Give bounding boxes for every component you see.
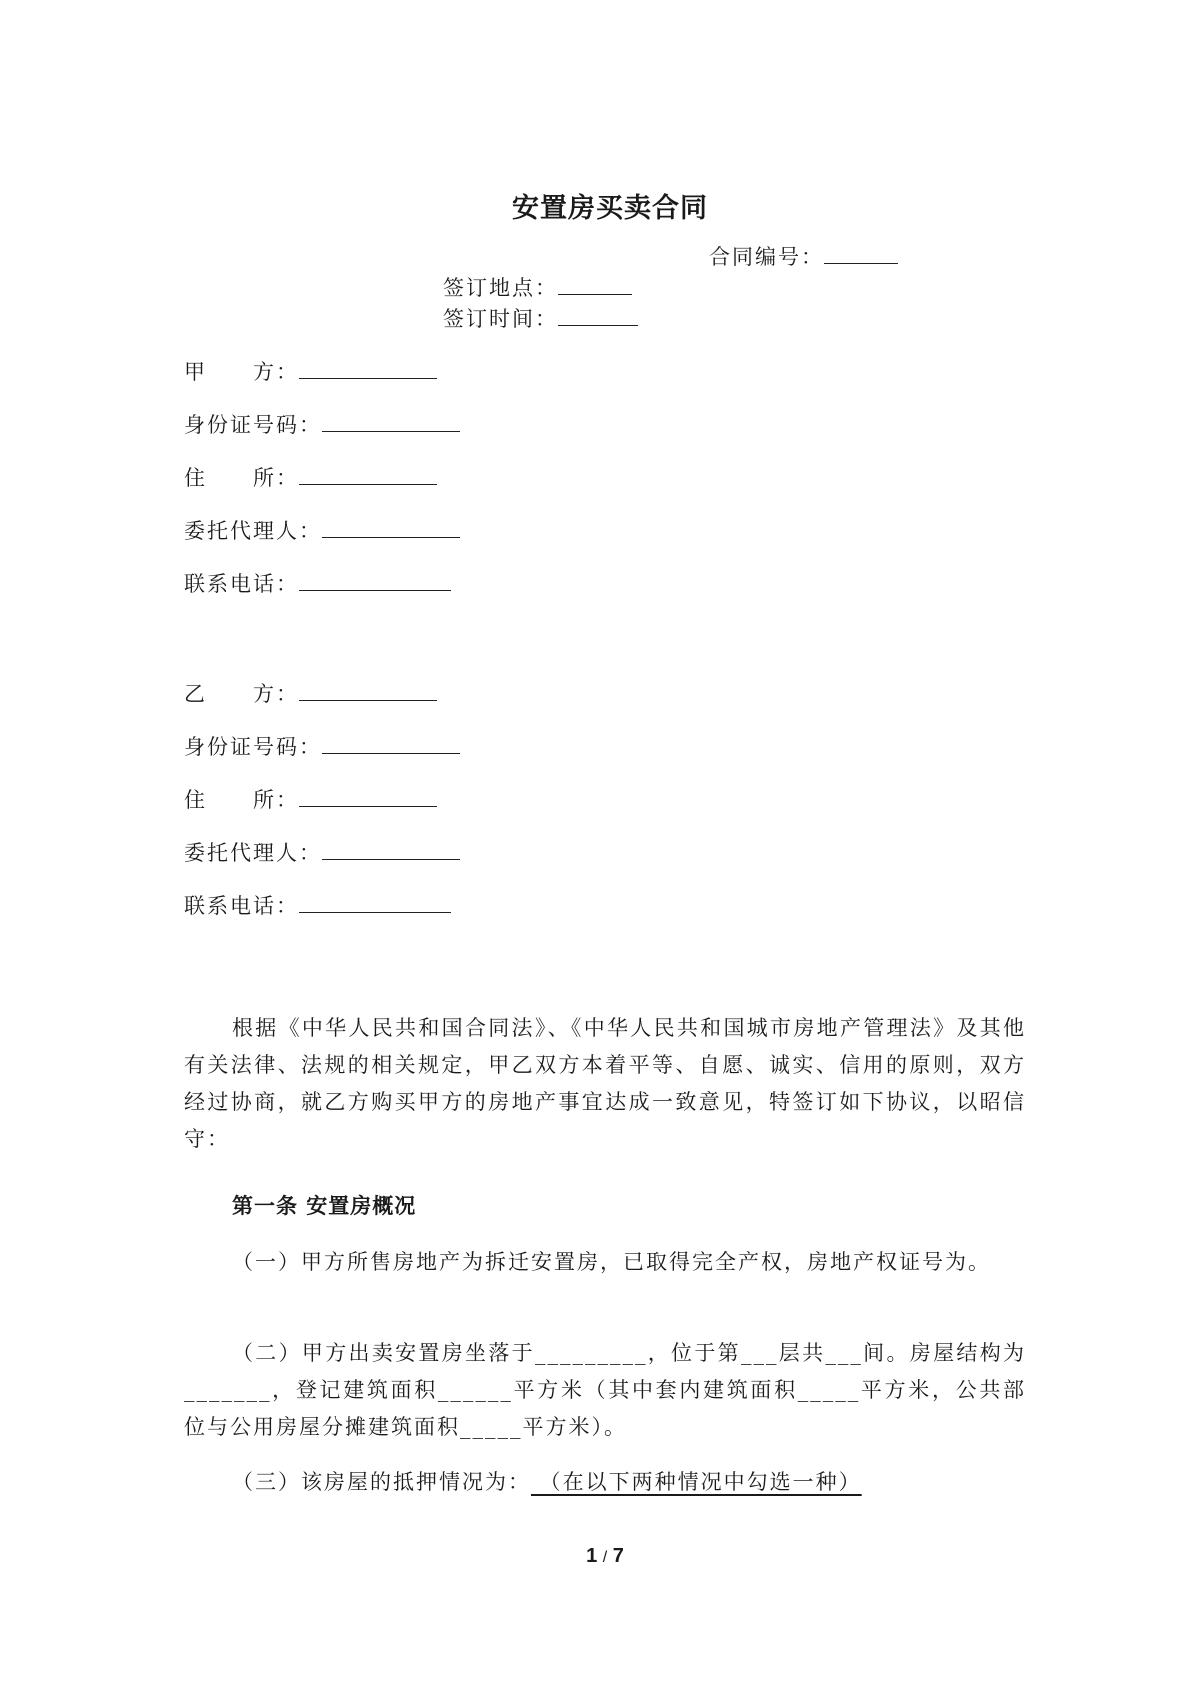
sign-place-blank[interactable] bbox=[558, 274, 632, 295]
party-a-row bbox=[184, 356, 437, 386]
article-1-heading: 第一条 安置房概况 bbox=[232, 1193, 417, 1218]
sign-time-row bbox=[443, 303, 638, 333]
party-a-label: 甲 方： bbox=[184, 360, 299, 384]
article-1-item-3-prefix: （三）该房屋的抵押情况为： bbox=[232, 1470, 531, 1494]
party-a-id-blank[interactable] bbox=[322, 411, 460, 432]
party-b-phone-row bbox=[184, 890, 451, 920]
document-title: 安置房买卖合同 bbox=[512, 193, 708, 224]
article-1-item-1: （一）甲方所售房地产为拆迁安置房，已取得完全产权，房地产权证号为。 bbox=[232, 1250, 991, 1274]
party-b-label: 乙 方： bbox=[184, 682, 299, 706]
party-b-row bbox=[184, 678, 437, 708]
article-1-item-2: （二）甲方出卖安置房坐落于_________，位于第___层共___间。房屋结构为_______，登记建筑面积______平方米（其中套内建筑面积_____平方米，公共部位与公用房屋分摊建筑面积_____平方米）。 bbox=[184, 1341, 1026, 1439]
party-b-address-row bbox=[184, 784, 437, 814]
page-total: 7 bbox=[612, 1545, 624, 1567]
article-1-item-3 bbox=[184, 1464, 1026, 1501]
party-b-address-label: 住 所： bbox=[184, 788, 299, 812]
party-b-agent-label: 委托代理人： bbox=[184, 841, 322, 865]
article-1-item-3-option-note: （在以下两种情况中勾选一种） bbox=[531, 1470, 862, 1494]
contract-number-row bbox=[709, 241, 898, 271]
party-a-phone-blank[interactable] bbox=[299, 570, 451, 591]
contract-number-label: 合同编号： bbox=[709, 245, 824, 269]
party-a-id-row bbox=[184, 409, 460, 439]
party-b-agent-row bbox=[184, 837, 460, 867]
party-b-agent-blank[interactable] bbox=[322, 839, 460, 860]
page-separator: / bbox=[602, 1549, 608, 1566]
sign-time-blank[interactable] bbox=[558, 305, 638, 326]
party-a-phone-row bbox=[184, 568, 451, 598]
page-number bbox=[0, 1545, 1190, 1568]
party-a-blank[interactable] bbox=[299, 358, 437, 379]
party-b-blank[interactable] bbox=[299, 680, 437, 701]
party-b-phone-blank[interactable] bbox=[299, 892, 451, 913]
party-b-phone-label: 联系电话： bbox=[184, 894, 299, 918]
sign-place-row bbox=[443, 272, 632, 302]
party-a-id-label: 身份证号码： bbox=[184, 413, 322, 437]
preamble-paragraph: 根据《中华人民共和国合同法》、《中华人民共和国城市房地产管理法》及其他有关法律、法规的相关规定，甲乙双方本着平等、自愿、诚实、信用的原则，双方经过协商，就乙方购买甲方的房地产事宜达成一致意见，特签订如下协议，以昭信守： bbox=[184, 1016, 1026, 1151]
party-b-id-blank[interactable] bbox=[322, 733, 460, 754]
party-a-address-row bbox=[184, 462, 437, 492]
party-a-agent-row bbox=[184, 515, 460, 545]
party-a-agent-label: 委托代理人： bbox=[184, 519, 322, 543]
party-b-address-blank[interactable] bbox=[299, 786, 437, 807]
party-a-phone-label: 联系电话： bbox=[184, 572, 299, 596]
party-b-id-label: 身份证号码： bbox=[184, 735, 322, 759]
party-a-address-blank[interactable] bbox=[299, 464, 437, 485]
page-current: 1 bbox=[586, 1545, 598, 1567]
party-b-id-row bbox=[184, 731, 460, 761]
contract-number-blank[interactable] bbox=[824, 243, 898, 264]
sign-place-label: 签订地点： bbox=[443, 276, 558, 300]
sign-time-label: 签订时间： bbox=[443, 307, 558, 331]
party-a-agent-blank[interactable] bbox=[322, 517, 460, 538]
party-a-address-label: 住 所： bbox=[184, 466, 299, 490]
